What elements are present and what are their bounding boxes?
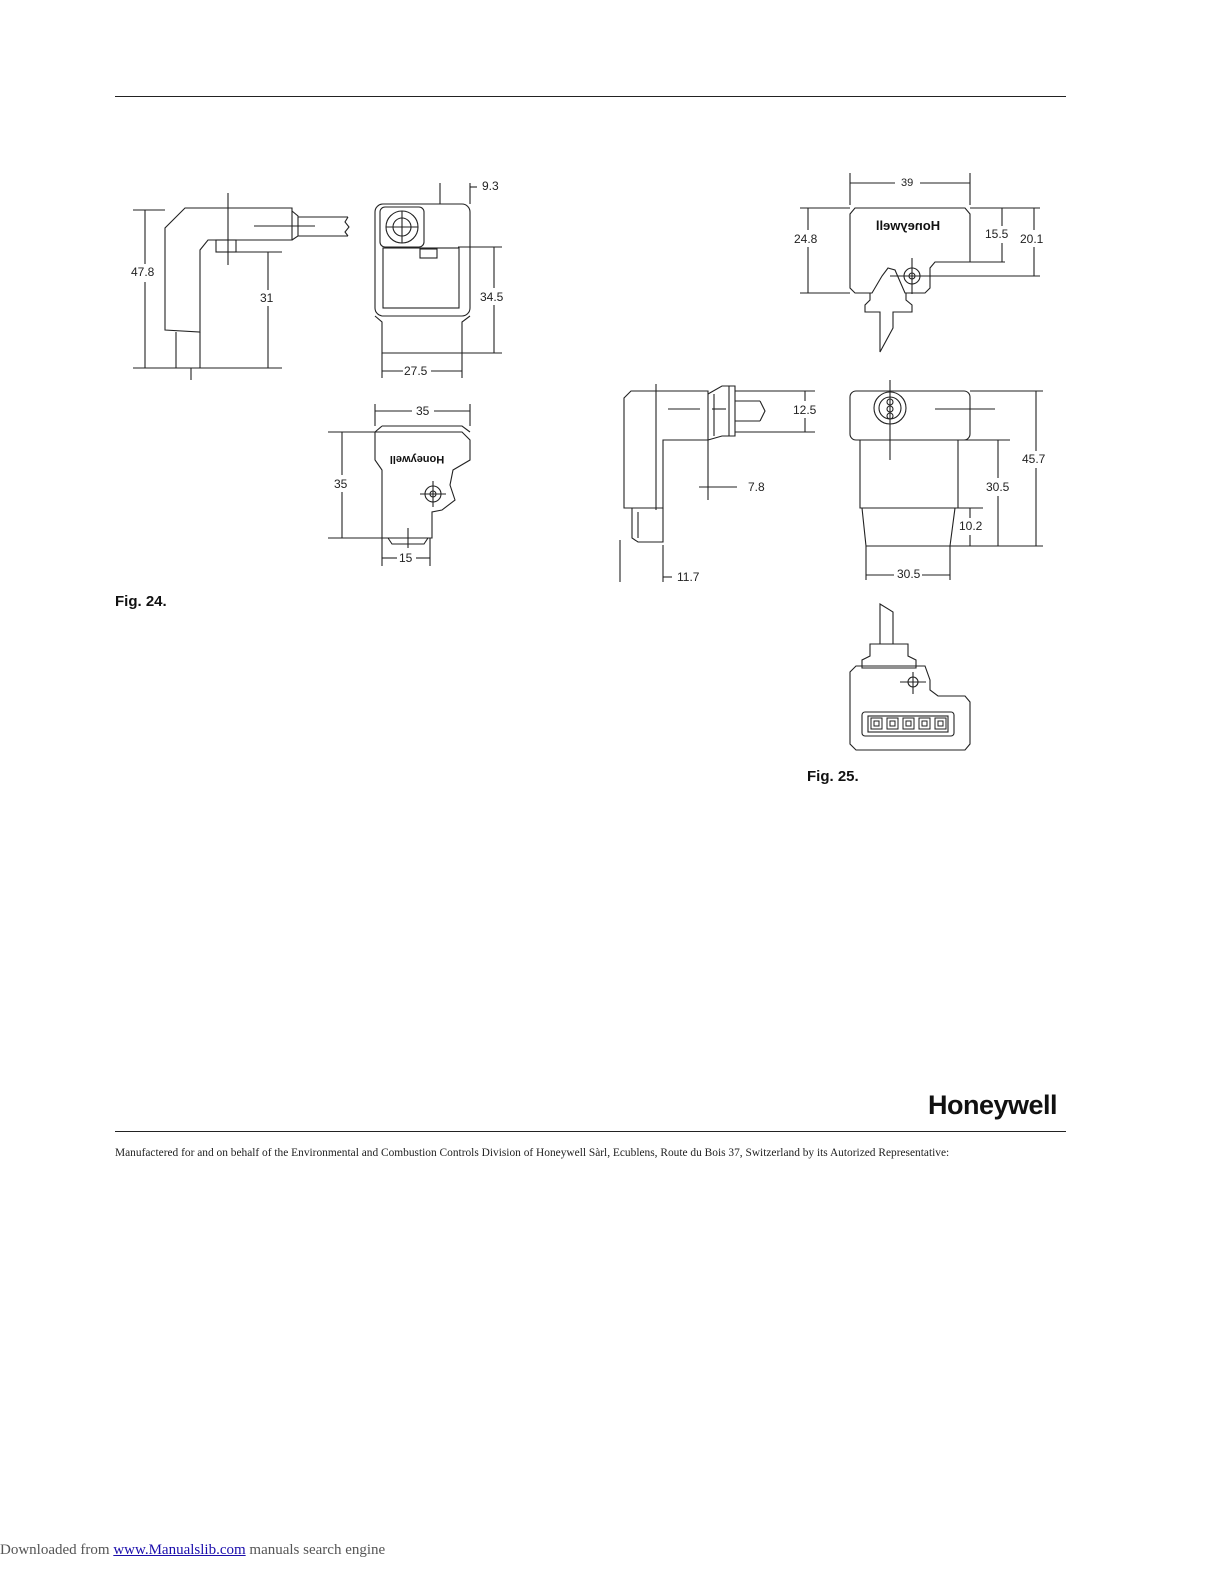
- fig24-dim-label: 15: [399, 551, 413, 565]
- manualslib-link[interactable]: www.Manualslib.com: [113, 1542, 246, 1558]
- fig25-dim-label: 45.7: [1022, 452, 1046, 466]
- fig25-dim-label: 12.5: [793, 403, 817, 417]
- fig25-dim-label: 24.8: [794, 232, 818, 246]
- footer-rule: [115, 1131, 1066, 1132]
- fig24-dim-label: 47.8: [131, 265, 155, 279]
- fig25-dim-label: 7.8: [748, 480, 765, 494]
- fig25-caption: Fig. 25.: [807, 768, 859, 785]
- fig24-dim-label: 35: [334, 477, 348, 491]
- fig25-dim-label: 20.1: [1020, 232, 1044, 246]
- fig25-top-view: [800, 173, 1040, 352]
- fig24-dim-label: 35: [416, 404, 430, 418]
- fig24-dim-label: 34.5: [480, 290, 504, 304]
- fig24-caption: Fig. 24.: [115, 593, 167, 610]
- fig24-side-view: [133, 193, 349, 380]
- fig24-dim-label: 31: [260, 291, 274, 305]
- svg-text:Honeywell: Honeywell: [875, 218, 941, 233]
- fig25-dim-label: 11.7: [677, 570, 700, 584]
- fig24-dim-label: 27.5: [404, 364, 428, 378]
- fig25-dim-label: 10.2: [959, 519, 983, 533]
- fig25-dim-label: 30.5: [986, 480, 1010, 494]
- fig25-logo: [876, 218, 940, 233]
- brand-logo: Honeywell: [928, 1090, 1058, 1120]
- fig25-dim-label: 39: [901, 177, 914, 189]
- fig24-top-view: [328, 404, 470, 566]
- fig25-dim-label: 15.5: [985, 227, 1009, 241]
- svg-text:Honeywell: Honeywell: [389, 453, 445, 465]
- download-line: [0, 1542, 385, 1559]
- fig24-front-view: [375, 183, 502, 378]
- download-suffix: manuals search engine: [245, 1542, 386, 1558]
- fig25-side-view: [620, 384, 815, 582]
- fig25-dim-label: 30.5: [897, 567, 921, 581]
- download-prefix: Downloaded from: [0, 1542, 114, 1558]
- fig24-logo: [390, 453, 444, 465]
- fig25-front-view: [850, 380, 1043, 580]
- footer-note: Manufactered for and on behalf of the Environmental and Combustion Controls Division of Honeywell Sàrl, Ecublens, Route du Bois 37, Switzerland by its Autorized Representative:: [115, 1147, 950, 1159]
- fig25-bottom-view: [850, 604, 970, 750]
- fig24-dim-label: 9.3: [482, 179, 499, 193]
